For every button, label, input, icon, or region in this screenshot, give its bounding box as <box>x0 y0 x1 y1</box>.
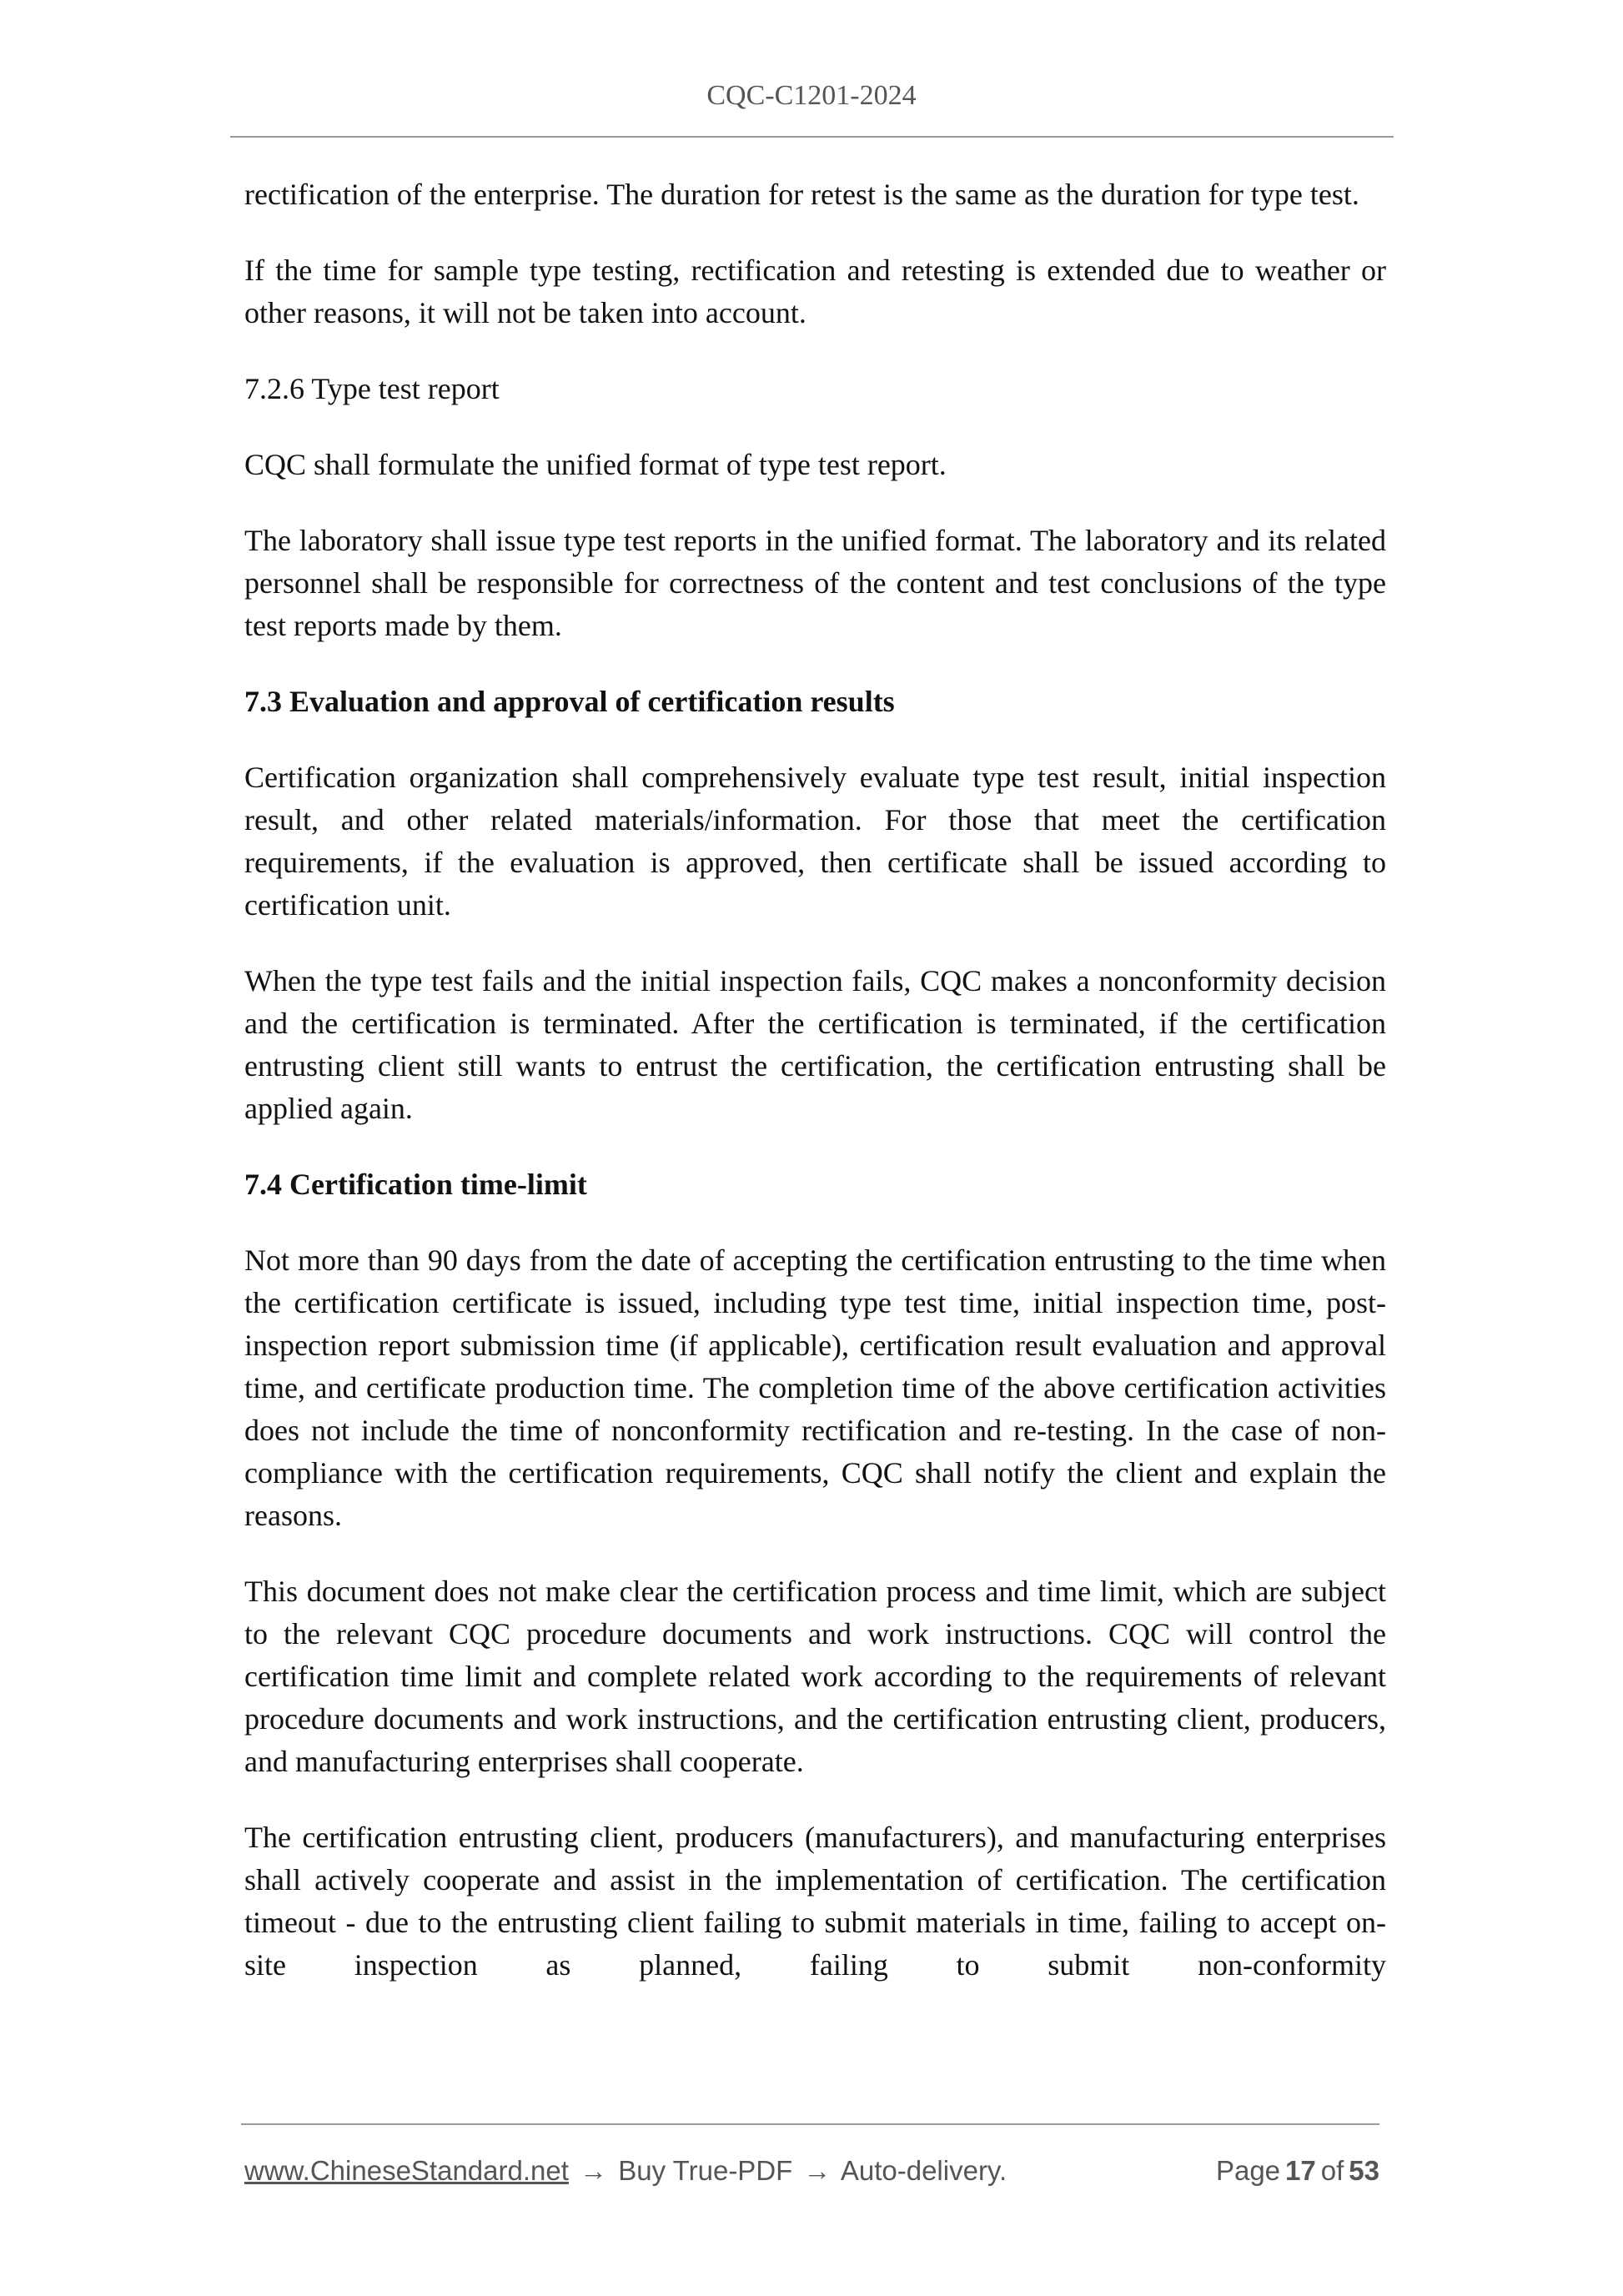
paragraph: The certification entrusting client, producers (manufacturers), and manufacturing enterprises shall actively cooperate and assist in the implementation of certification. The certification timeout - due to the entrusting client failing to submit materials in time, failing to accept on-site inspection as planned, failing to submit non-conformity <box>244 1821 1386 1982</box>
document-body <box>244 173 1386 2020</box>
paragraph: When the type test fails and the initial inspection fails, CQC makes a nonconformity decision and the certification is terminated. After the certification is terminated, if the certification entrusting client still wants to entrust the certification, the certification entrusting shall be applied again. <box>244 964 1386 1125</box>
paragraph: The laboratory shall issue type test reports in the unified format. The laboratory and its related personnel shall be responsible for correctness of the content and test conclusions of the type test reports made by them. <box>244 524 1386 642</box>
page-current: 17 <box>1285 2155 1316 2186</box>
arrow-right-icon: → <box>580 2155 608 2186</box>
document-code-header: CQC-C1201-2024 <box>706 80 917 111</box>
subsection-title-7-2-6: 7.2.6 Type test report <box>244 372 500 405</box>
footer-promo <box>244 2155 1007 2187</box>
header-divider <box>230 136 1394 138</box>
delivery-text: Auto-delivery. <box>840 2155 1007 2186</box>
page-label: Page <box>1215 2155 1281 2186</box>
paragraph: Not more than 90 days from the date of accepting the certification entrusting to the time when the certification certificate is issued, including type test time, initial inspection time, post-inspection report submission time (if applicable), certification result evaluation and approval time, and certificate production time. The completion time of the above certification activities does not include the time of nonconformity rectification and re-testing. In the case of non-compliance with the certification requirements, CQC shall notify the client and explain the reasons. <box>244 1243 1386 1532</box>
paragraph: If the time for sample type testing, rectification and retesting is extended due to weather or other reasons, it will not be taken into account. <box>244 254 1386 329</box>
page-total: 53 <box>1349 2155 1379 2186</box>
buy-text: Buy True-PDF <box>618 2155 793 2186</box>
section-heading-7-3: 7.3 Evaluation and approval of certification results <box>244 685 895 718</box>
site-link[interactable]: www.ChineseStandard.net <box>244 2155 569 2186</box>
arrow-right-icon: → <box>803 2155 832 2186</box>
paragraph: This document does not make clear the certification process and time limit, which are subject to the relevant CQC procedure documents and work instructions. CQC will control the certification time limit and complete related work according to the requirements of relevant procedure documents and work instructions, and the certification entrusting client, producers, and manufacturing enterprises shall cooperate. <box>244 1575 1386 1778</box>
paragraph: rectification of the enterprise. The duration for retest is the same as the duration for type test. <box>244 178 1359 211</box>
section-heading-7-4: 7.4 Certification time-limit <box>244 1168 587 1201</box>
footer-divider <box>241 2123 1379 2125</box>
page-number <box>1211 2155 1379 2187</box>
paragraph: CQC shall formulate the unified format of type test report. <box>244 448 947 481</box>
page-footer <box>244 2155 1379 2187</box>
of-label: of <box>1320 2155 1344 2186</box>
paragraph: Certification organization shall comprehensively evaluate type test result, initial inspection result, and other related materials/information. For those that meet the certification requirements, if the evaluation is approved, then certificate shall be issued according to certification unit. <box>244 761 1386 922</box>
